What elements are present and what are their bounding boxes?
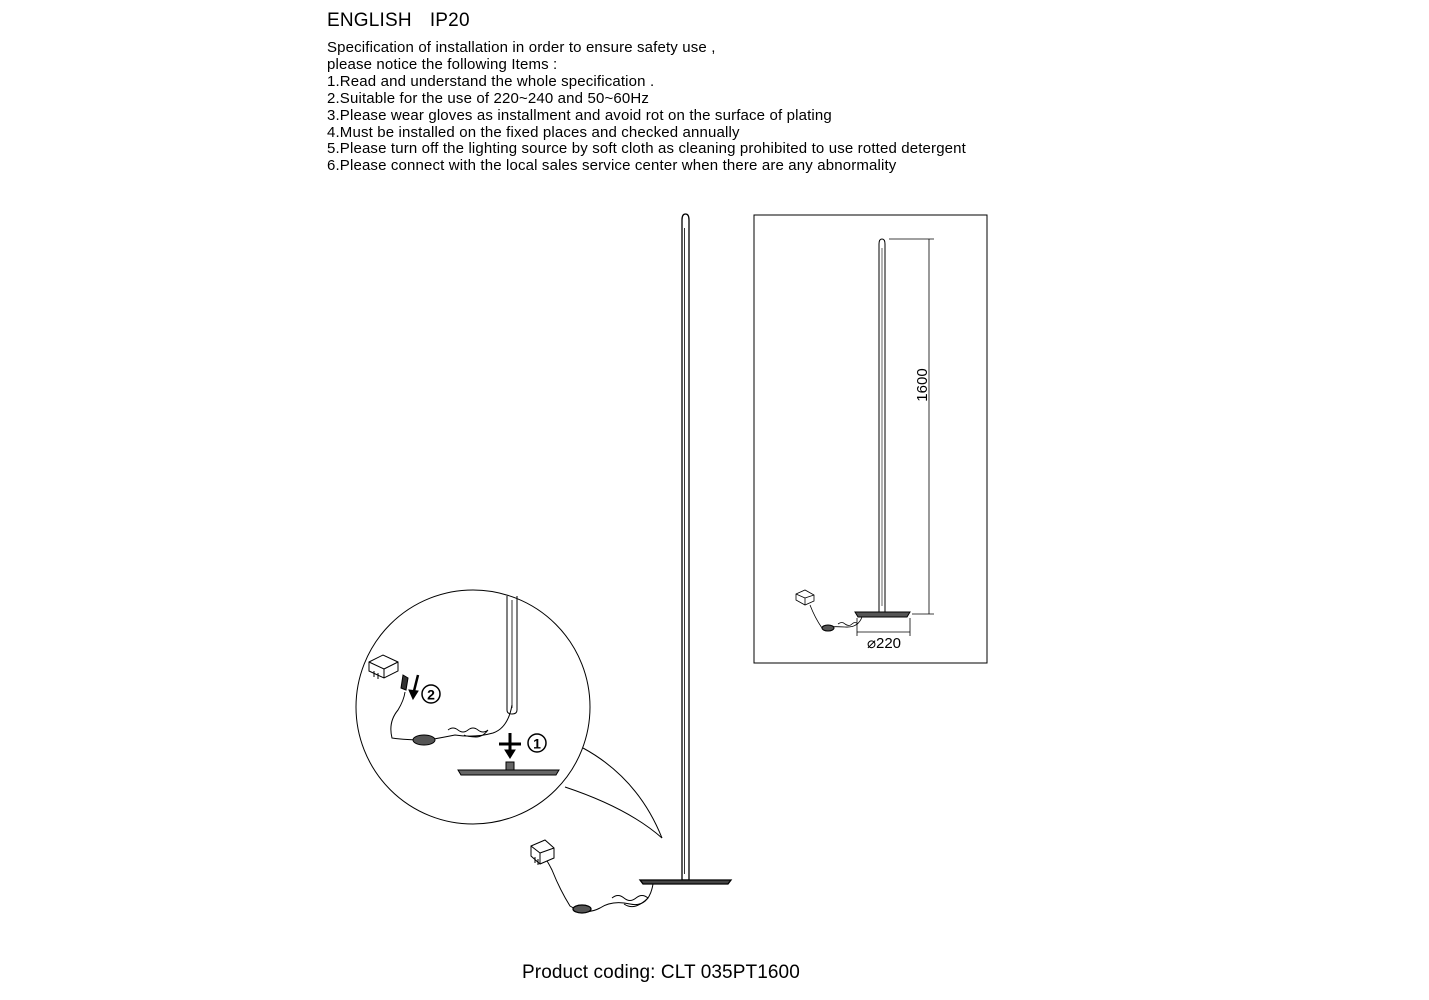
spec-item: 1.Read and understand the whole specification . (327, 72, 655, 90)
language-label: ENGLISH (327, 10, 412, 31)
step-2-label: 2 (427, 686, 435, 703)
spec-item: 2.Suitable for the use of 220~240 and 50~60Hz (327, 89, 649, 107)
product-coding: Product coding: CLT 035PT1600 (522, 962, 800, 983)
spec-item: 6.Please connect with the local sales service center when there are any abnormality (327, 157, 897, 175)
height-dimension-label: 1600 (914, 368, 931, 402)
step-1-label: 1 (533, 735, 541, 752)
diameter-dimension-label: ⌀220 (866, 635, 902, 652)
main-lamp-illustration (531, 214, 731, 913)
spec-item: 4.Must be installed on the fixed places and checked annually (327, 123, 740, 141)
detail-circle (356, 590, 590, 824)
spec-intro-line: Specification of installation in order to ensure safety use , (327, 39, 716, 56)
detail-callout-pointer (565, 748, 662, 838)
spec-intro-line: please notice the following Items : (327, 55, 558, 73)
spec-item: 3.Please wear gloves as installment and avoid rot on the surface of plating (327, 106, 832, 124)
ip-rating: IP20 (429, 10, 470, 31)
spec-item: 5.Please turn off the lighting source by soft cloth as cleaning prohibited to use rotted detergent (327, 140, 966, 158)
dimension-box (754, 215, 987, 663)
